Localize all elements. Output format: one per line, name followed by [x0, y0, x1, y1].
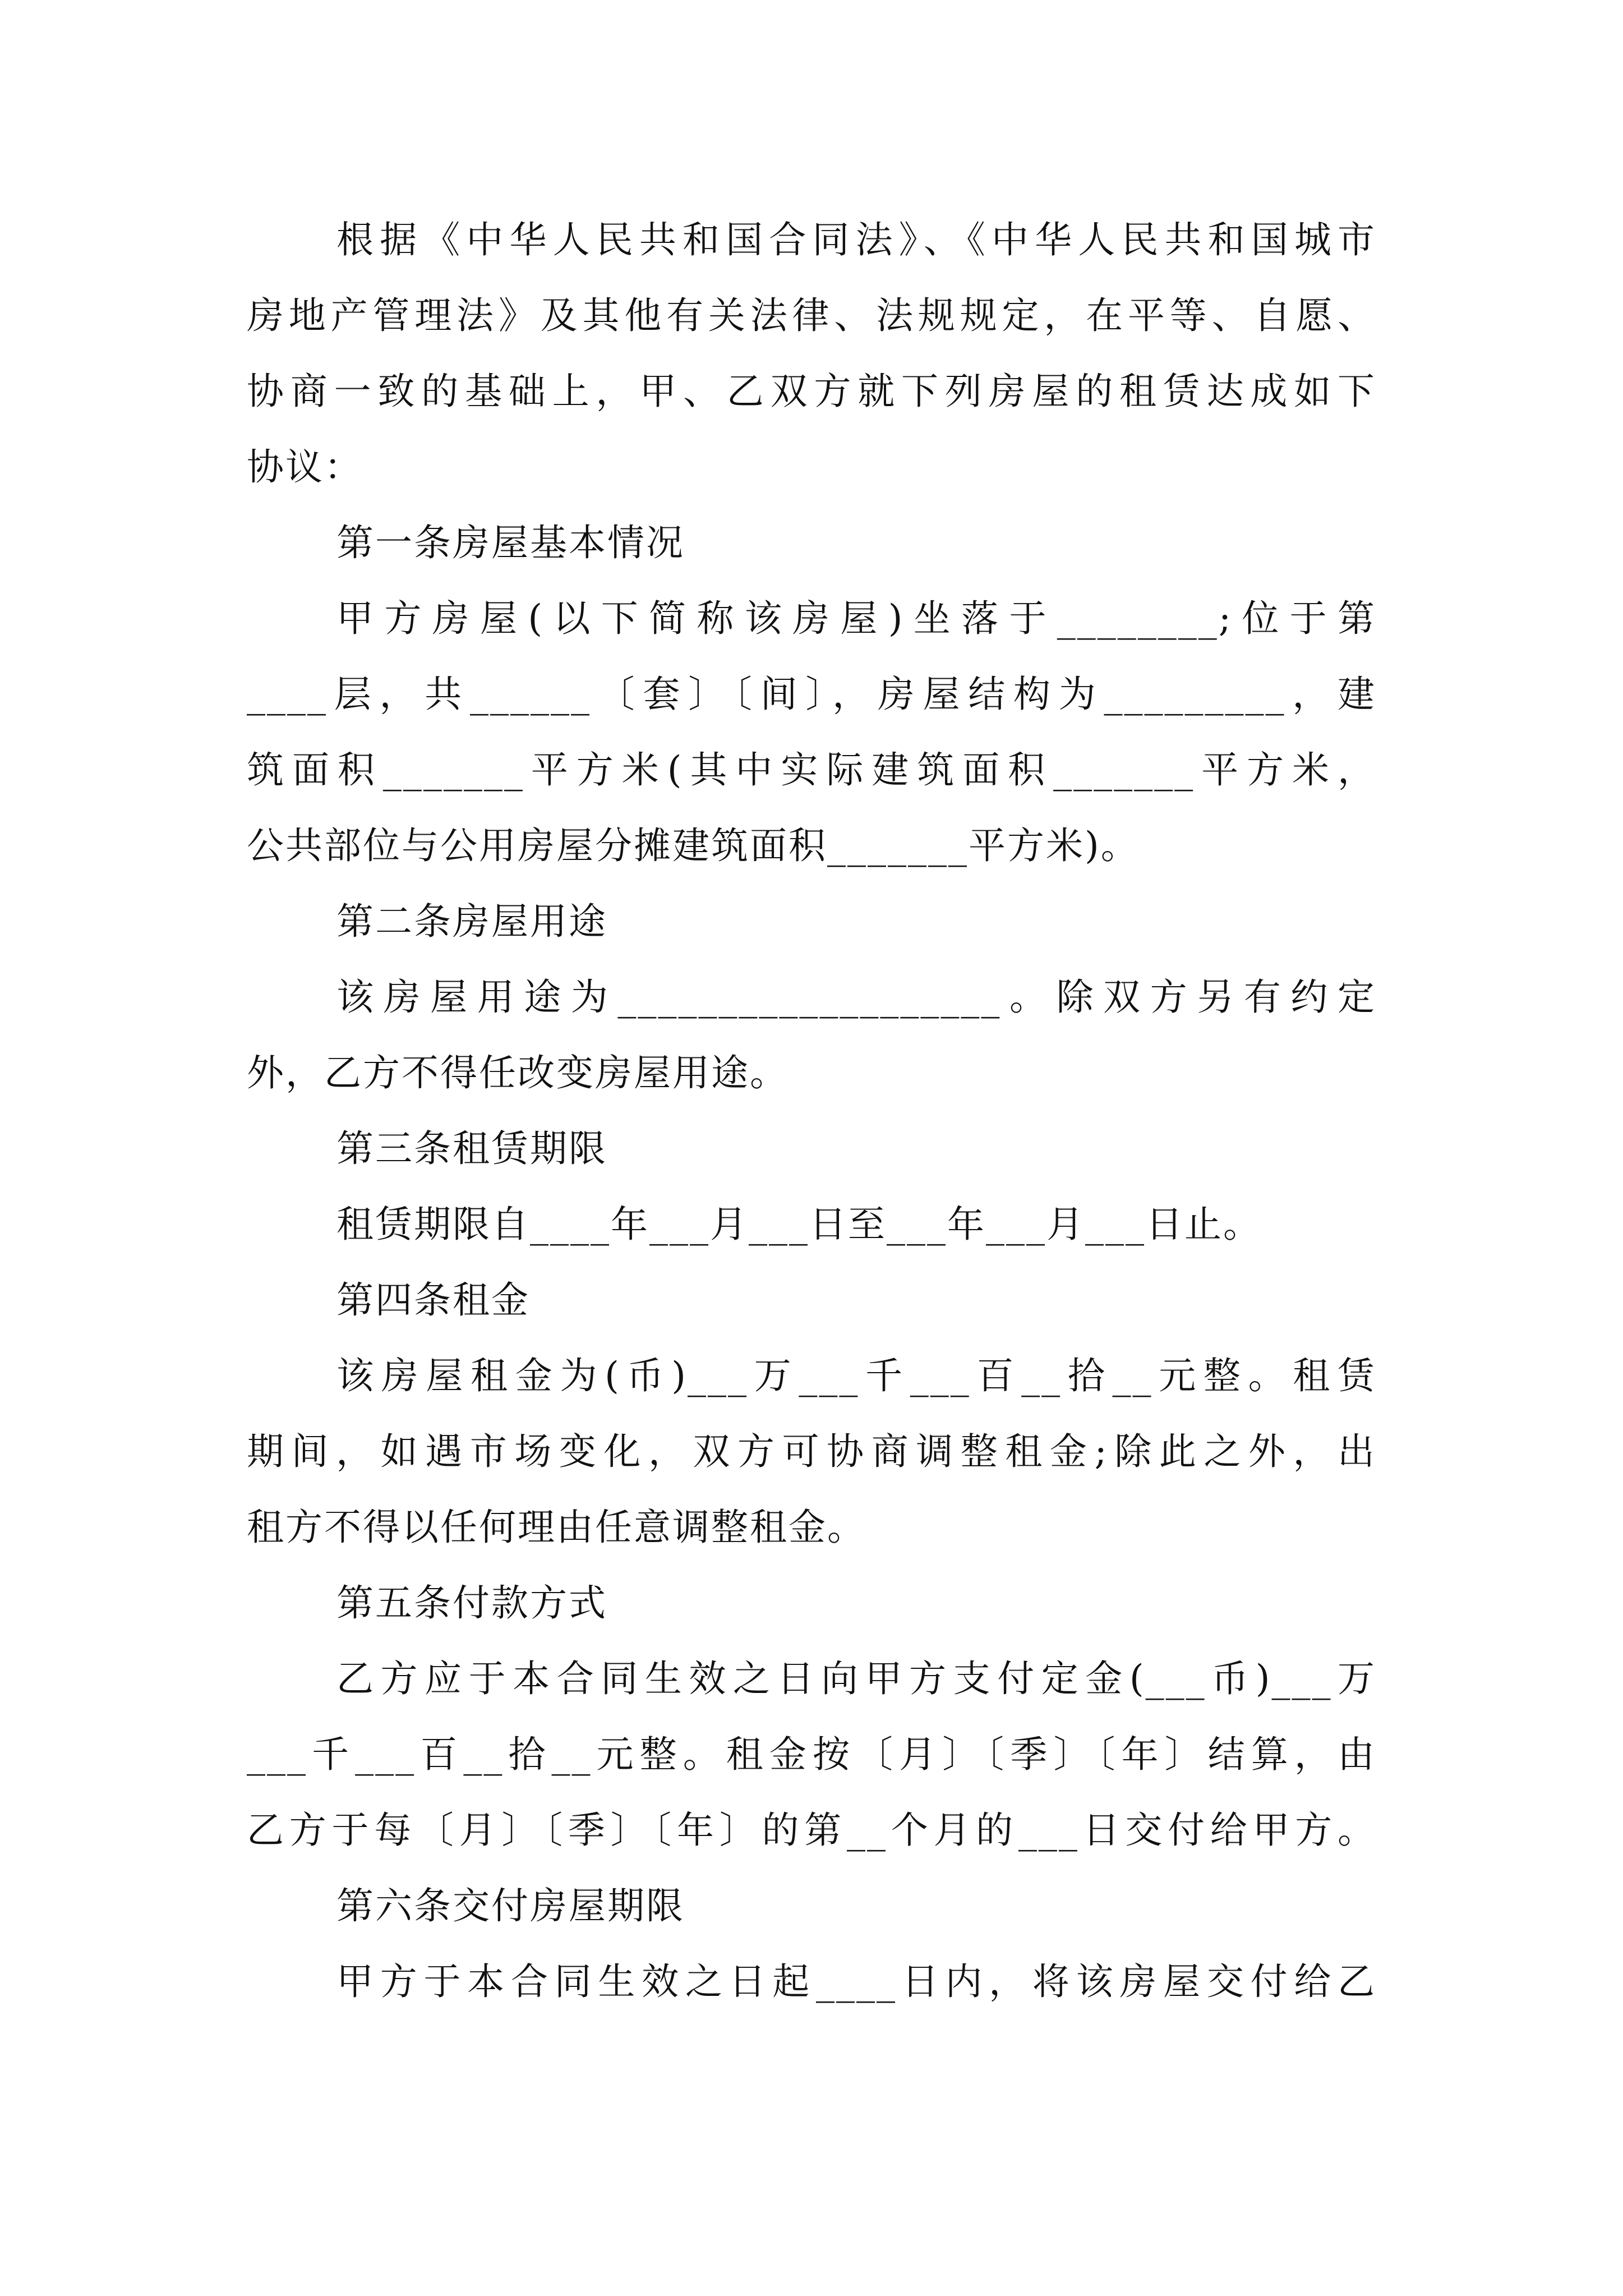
- article-1-heading: 第一条房屋基本情况: [336, 521, 685, 564]
- article-4-line-3: 租方不得以任何理由任意调整租金。: [247, 1506, 866, 1549]
- article-4-line-1: 该房屋租金为(币)___万___千___百__拾__元整。租赁: [336, 1354, 1376, 1397]
- article-5-line-3: 乙方于每〔月〕〔季〕〔年〕的第__个月的___日交付给甲方。: [247, 1809, 1376, 1852]
- article-1-line-4: 公共部位与公用房屋分摊建筑面积_______平方米)。: [247, 824, 1140, 867]
- article-6-line-1: 甲方于本合同生效之日起____日内，将该房屋交付给乙: [336, 1960, 1376, 2003]
- article-1-line-2: ____层，共______〔套〕〔间〕，房屋结构为_________，建: [247, 673, 1376, 716]
- article-5-heading: 第五条付款方式: [336, 1581, 607, 1625]
- intro-line-3: 协商一致的基础上，甲、乙双方就下列房屋的租赁达成如下: [247, 370, 1376, 413]
- article-2-heading: 第二条房屋用途: [336, 900, 607, 943]
- article-3-line-1: 租赁期限自____年___月___日至___年___月___日止。: [336, 1203, 1262, 1246]
- article-3-heading: 第三条租赁期限: [336, 1127, 607, 1170]
- article-1-line-3: 筑面积_______平方米(其中实际建筑面积_______平方米，: [247, 748, 1376, 792]
- intro-line-4: 协议：: [247, 445, 363, 489]
- article-5-line-2: ___千___百__拾__元整。租金按〔月〕〔季〕〔年〕结算，由: [247, 1733, 1376, 1776]
- article-1-line-1: 甲方房屋(以下简称该房屋)坐落于________;位于第: [336, 597, 1376, 640]
- article-2-line-1: 该房屋用途为___________________。除双方另有约定: [336, 976, 1376, 1019]
- contract-body: [247, 202, 1376, 2019]
- article-2-line-2: 外，乙方不得任改变房屋用途。: [247, 1051, 789, 1094]
- intro-line-2: 房地产管理法》及其他有关法律、法规规定，在平等、自愿、: [247, 294, 1376, 337]
- article-5-line-1: 乙方应于本合同生效之日向甲方支付定金(___币)___万: [336, 1657, 1376, 1700]
- article-6-heading: 第六条交付房屋期限: [336, 1884, 685, 1927]
- article-4-heading: 第四条租金: [336, 1278, 530, 1322]
- article-4-line-2: 期间，如遇市场变化，双方可协商调整租金;除此之外，出: [247, 1430, 1376, 1473]
- intro-line-1: 根据《中华人民共和国合同法》、《中华人民共和国城市: [336, 218, 1376, 261]
